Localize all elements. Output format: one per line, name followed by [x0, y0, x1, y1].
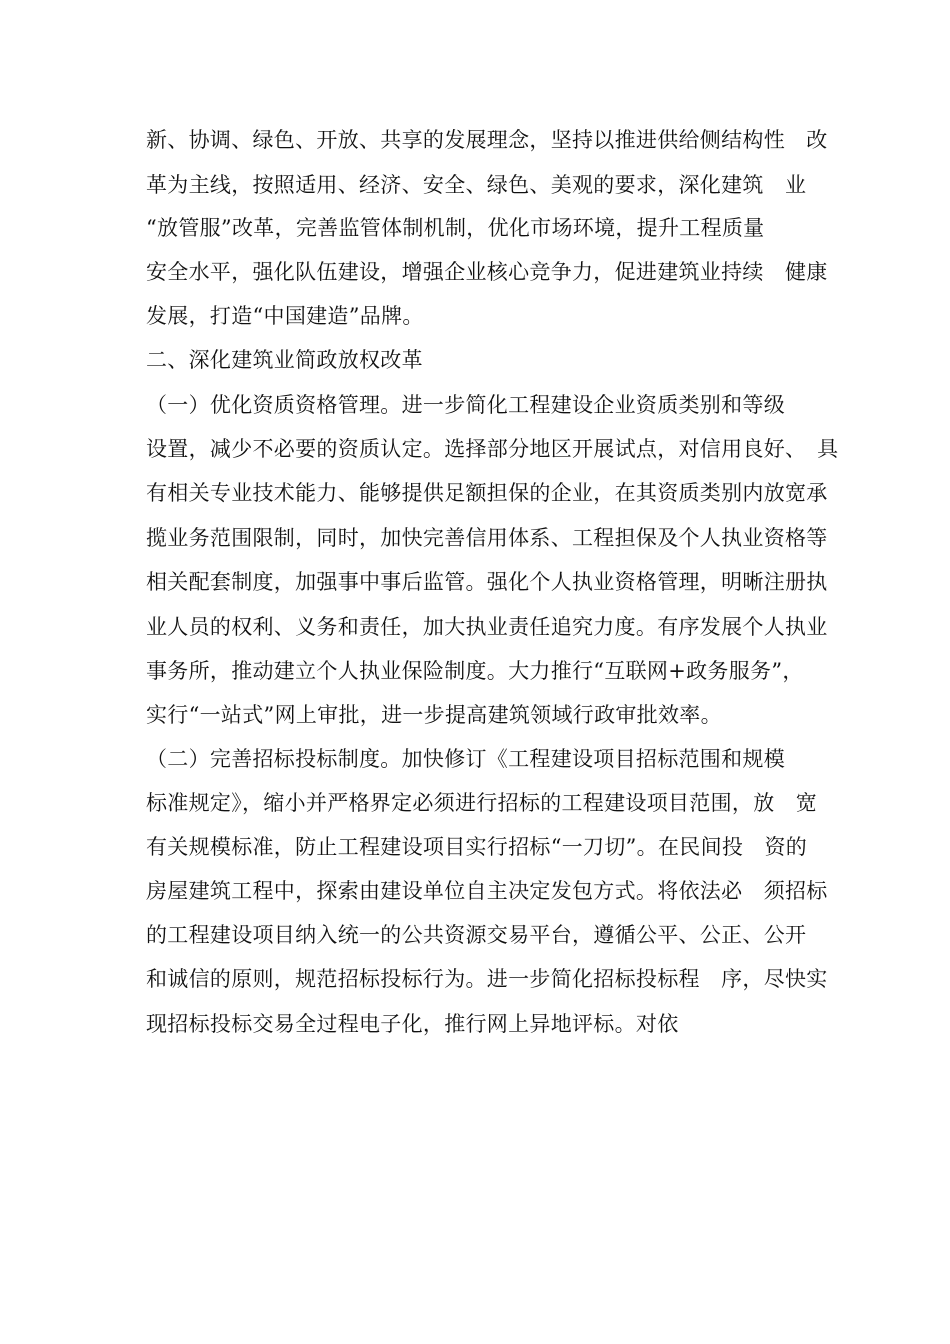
body-text-line-17: 有关规模标准，防止工程建设项目实行招标“一刀切”。在民间投 资的	[146, 835, 808, 859]
body-text-line-1: 新、协调、绿色、开放、共享的发展理念，坚持以推进供给侧结构性 改	[146, 128, 828, 152]
body-text-line-3: “放管服”改革，完善监管体制机制，优化市场环境，提升工程质量	[146, 216, 765, 240]
body-text-line-4: 安全水平，强化队伍建设，增强企业核心竞争力，促进建筑业持续 健康	[146, 260, 828, 284]
body-text-line-8: 设置，减少不必要的资质认定。选择部分地区开展试点，对信用良好、 具	[146, 437, 839, 461]
body-text-line-18: 房屋建筑工程中，探索由建设单位自主决定发包方式。将依法必 须招标	[146, 879, 828, 903]
body-text-line-14: 实行“一站式”网上审批，进一步提高建筑领域行政审批效率。	[146, 703, 722, 727]
body-text-line-10: 揽业务范围限制，同时，加快完善信用体系、工程担保及个人执业资格等	[146, 526, 828, 550]
body-text-line-9: 有相关专业技术能力、能够提供足额担保的企业，在其资质类别内放宽承	[146, 481, 828, 505]
body-text-line-2: 革为主线，按照适用、经济、安全、绿色、美观的要求，深化建筑 业	[146, 173, 807, 197]
section-heading: 二、深化建筑业简政放权改革	[146, 348, 423, 372]
body-text-line-13: 事务所，推动建立个人执业保险制度。大力推行“互联网+政务服务”，	[146, 659, 804, 683]
body-text-line-7: （一）优化资质资格管理。进一步简化工程建设企业资质类别和等级	[146, 393, 785, 417]
body-text-line-20: 和诚信的原则，规范招标投标行为。进一步简化招标投标程 序，尽快实	[146, 967, 828, 991]
body-text-line-16: 标准规定》，缩小并严格界定必须进行招标的工程建设项目范围，放 宽	[146, 791, 818, 815]
body-text-line-15: （二）完善招标投标制度。加快修订《工程建设项目招标范围和规模	[146, 747, 785, 771]
body-text-line-21: 现招标投标交易全过程电子化，推行网上异地评标。对依	[146, 1012, 679, 1036]
body-text-line-11: 相关配套制度，加强事中事后监管。强化个人执业资格管理，明晰注册执	[146, 570, 828, 594]
body-text-line-12: 业人员的权利、义务和责任，加大执业责任追究力度。有序发展个人执业	[146, 615, 828, 639]
body-text-line-19: 的工程建设项目纳入统一的公共资源交易平台，遵循公平、公正、公开	[146, 923, 807, 947]
body-text-line-5: 发展，打造“中国建造”品牌。	[146, 304, 424, 328]
